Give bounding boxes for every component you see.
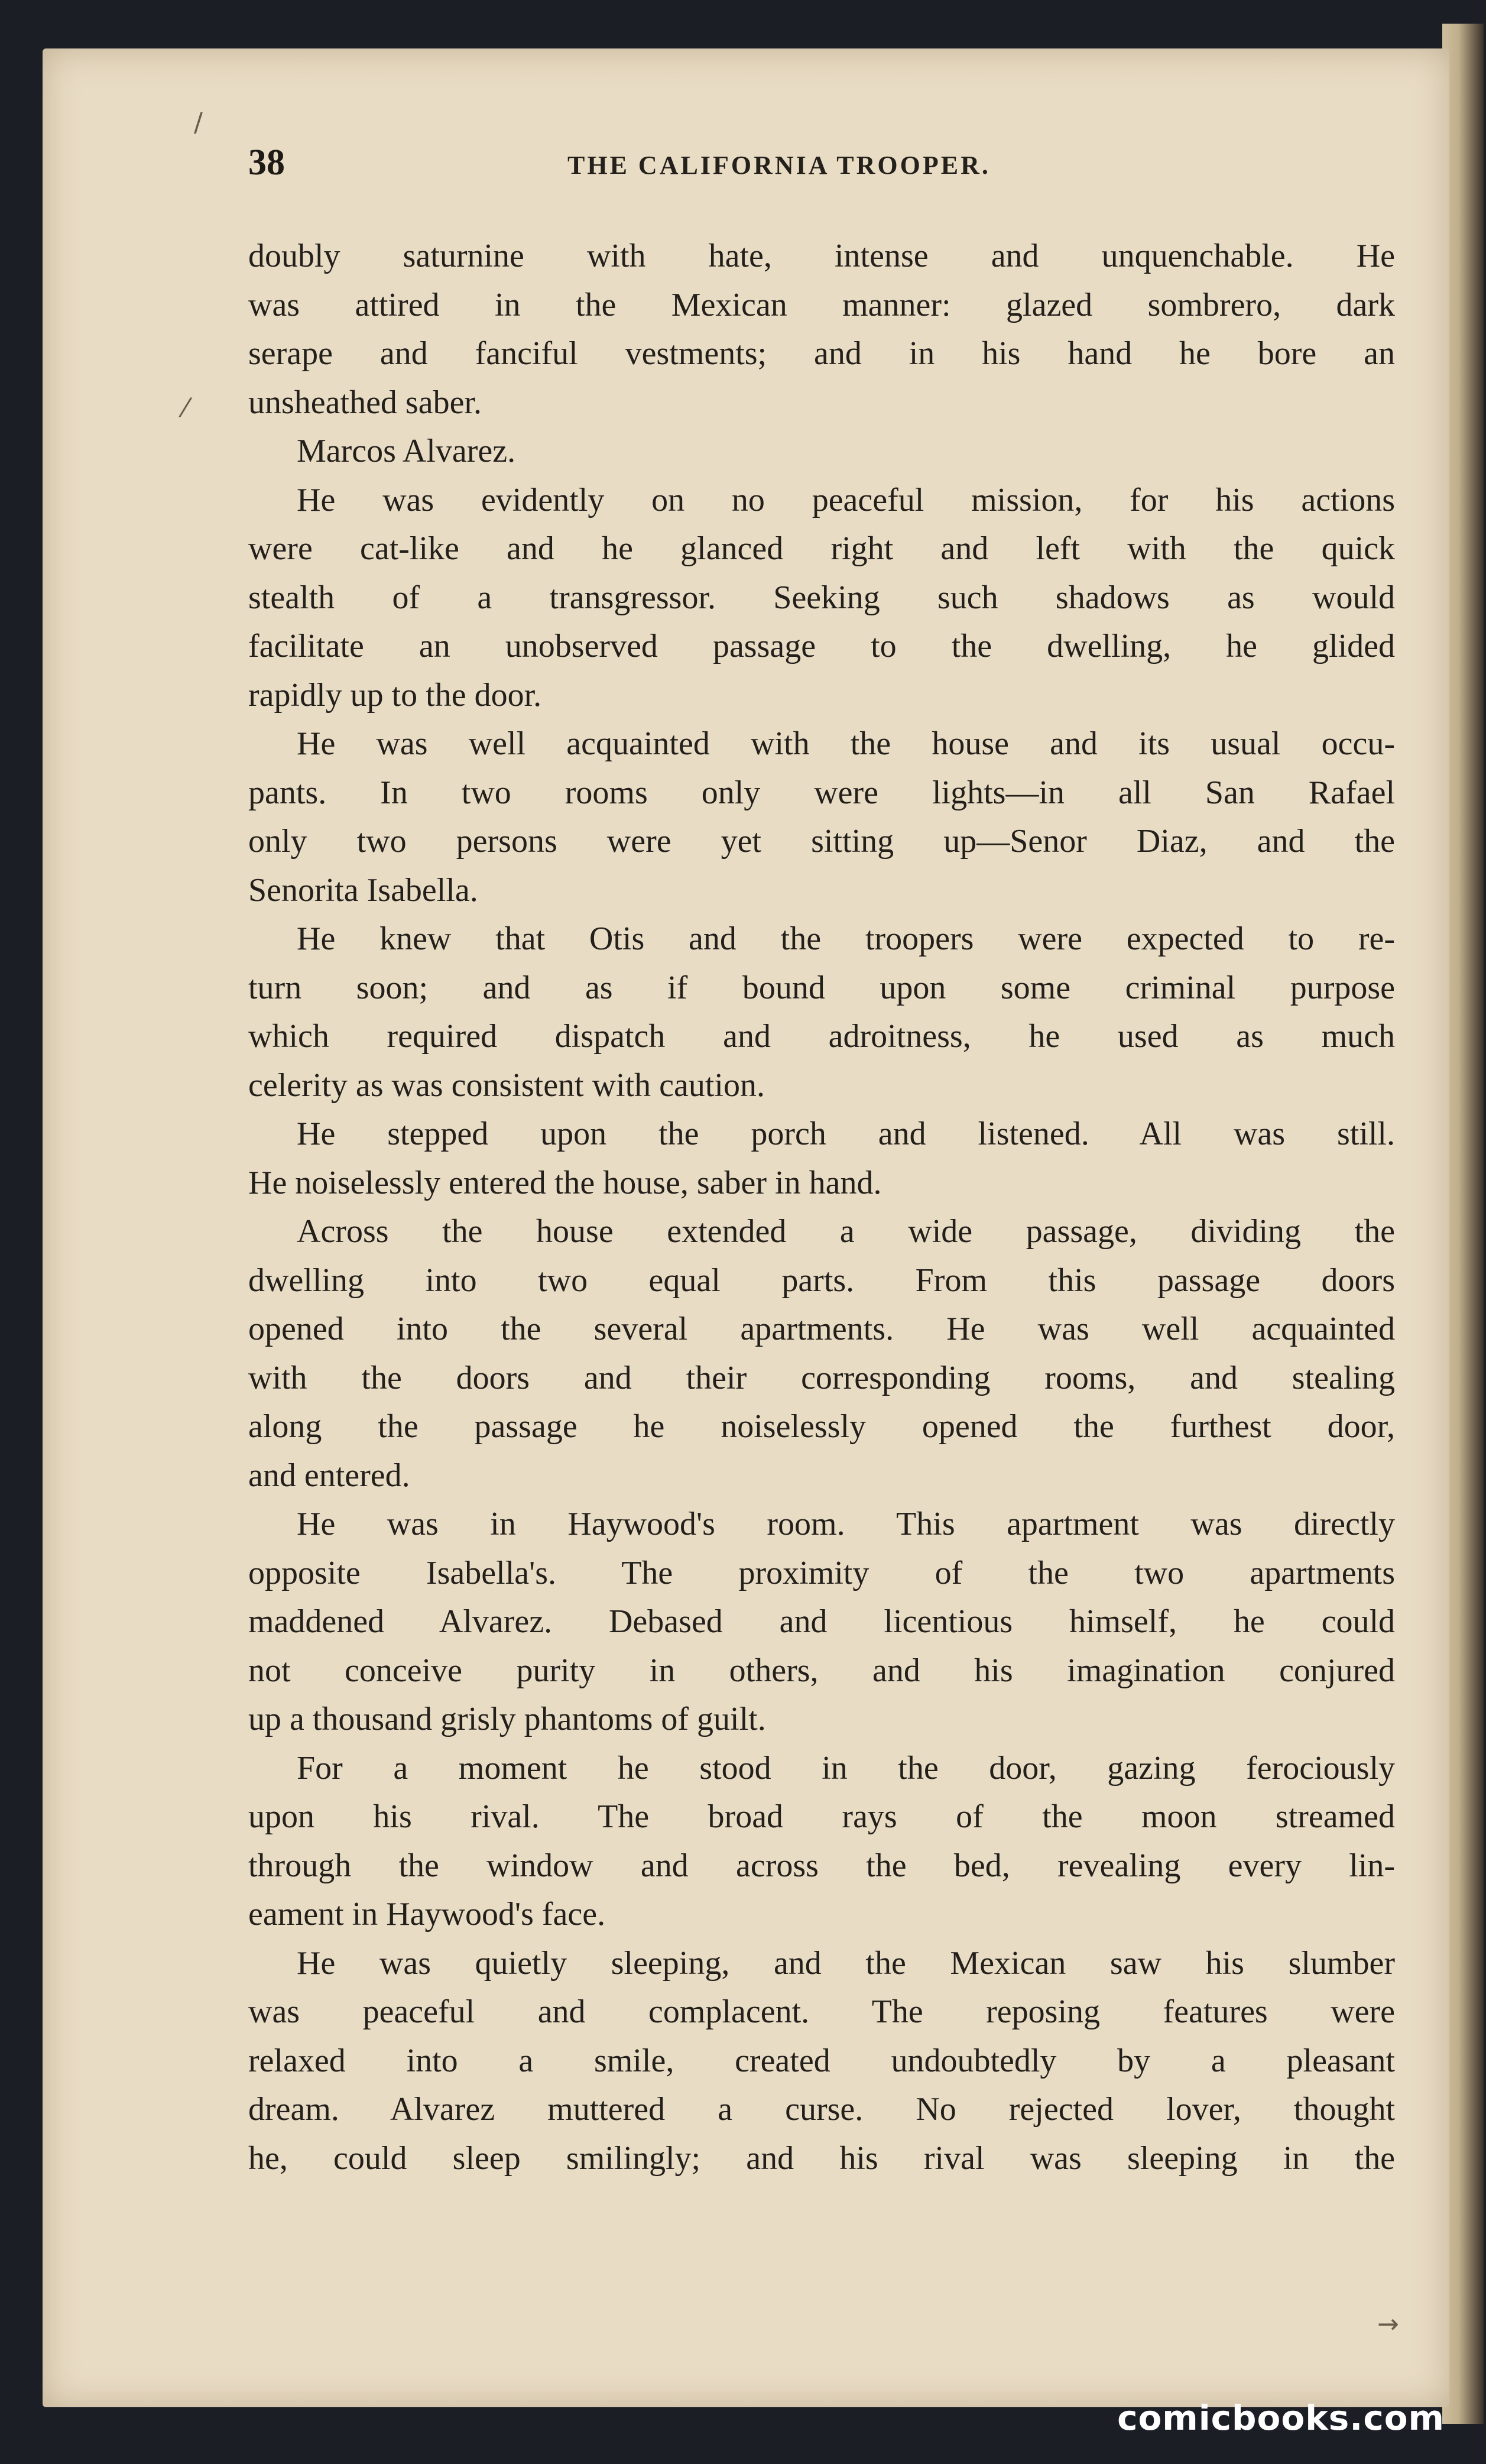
text-line: He was well acquainted with the house and its usual occu- [297, 725, 1395, 762]
text-line: rapidly up to the door. [248, 676, 542, 714]
text-line: For a moment he stood in the door, gazing ferociously [297, 1749, 1395, 1787]
page-header [248, 142, 1076, 195]
text-line: He noiselessly entered the house, saber in hand. [248, 1164, 882, 1201]
text-line: he, could sleep smilingly; and his rival was sleeping in the [248, 2139, 1395, 2177]
paper-mark: / [194, 108, 203, 138]
text-line: opposite Isabella's. The proximity of the two apartments [248, 1554, 1395, 1591]
text-line: was attired in the Mexican manner: glazed sombrero, dark [248, 286, 1395, 323]
text-line: through the window and across the bed, revealing every lin- [248, 1847, 1395, 1884]
text-line: Marcos Alvarez. [297, 433, 516, 469]
body-text [248, 232, 1395, 2183]
watermark: comicbooks.com [1117, 2398, 1445, 2438]
text-line: opened into the several apartments. He was well acquainted [248, 1311, 1395, 1347]
text-line: doubly saturnine with hate, intense and unquenchable. He [248, 238, 1395, 274]
text-line: He was quietly sleeping, and the Mexican saw his slumber [297, 1944, 1395, 1982]
running-title: THE CALIFORNIA TROOPER. [567, 151, 991, 180]
page-number: 38 [248, 142, 285, 183]
text-line: with the doors and their corresponding rooms, and stealing [248, 1359, 1395, 1396]
text-line: were cat-like and he glanced right and left with the quick [248, 530, 1395, 567]
text-line: relaxed into a smile, created undoubtedly by a pleasant [248, 2042, 1395, 2079]
text-line: was peaceful and complacent. The reposing features were [248, 1993, 1395, 2030]
text-line: celerity as was consistent with caution. [248, 1066, 765, 1104]
text-line: and entered. [248, 1457, 410, 1494]
text-line: He was evidently on no peaceful mission, for his actions [297, 481, 1395, 518]
text-line: facilitate an unobserved passage to the dwelling, he glided [248, 628, 1395, 664]
text-line: Senorita Isabella. [248, 871, 478, 909]
text-line: along the passage he noiselessly opened the furthest door, [248, 1408, 1395, 1445]
text-line: pants. In two rooms only were lights—in all San Rafael [248, 774, 1395, 811]
text-line: He was in Haywood's room. This apartment was directly [297, 1506, 1395, 1542]
text-line: maddened Alvarez. Debased and licentious himself, he could [248, 1603, 1395, 1640]
text-line: He stepped upon the porch and listened. All was still. [297, 1116, 1395, 1152]
text-line: not conceive purity in others, and his imagination conjured [248, 1652, 1395, 1689]
text-line: He knew that Otis and the troopers were expected to re- [297, 920, 1395, 957]
text-line: dream. Alvarez muttered a curse. No rejected lover, thought [248, 2091, 1395, 2128]
text-line: up a thousand grisly phantoms of guilt. [248, 1701, 766, 1737]
text-line: Across the house extended a wide passage, dividing the [297, 1213, 1395, 1250]
text-line: serape and fanciful vestments; and in his hand he bore an [248, 335, 1395, 372]
text-line: turn soon; and as if bound upon some criminal purpose [248, 969, 1395, 1006]
text-line: which required dispatch and adroitness, he used as much [248, 1018, 1395, 1055]
text-line: eament in Haywood's face. [248, 1896, 606, 1933]
text-line: stealth of a transgressor. Seeking such shadows as would [248, 579, 1395, 616]
text-line: upon his rival. The broad rays of the moon streamed [248, 1798, 1395, 1835]
paper-mark: → [1377, 2309, 1399, 2339]
text-line: dwelling into two equal parts. From this passage doors [248, 1262, 1395, 1299]
text-line: only two persons were yet sitting up—Senor Diaz, and the [248, 823, 1395, 860]
paper-mark: ⁄ [183, 393, 188, 423]
text-line: unsheathed saber. [248, 384, 482, 421]
